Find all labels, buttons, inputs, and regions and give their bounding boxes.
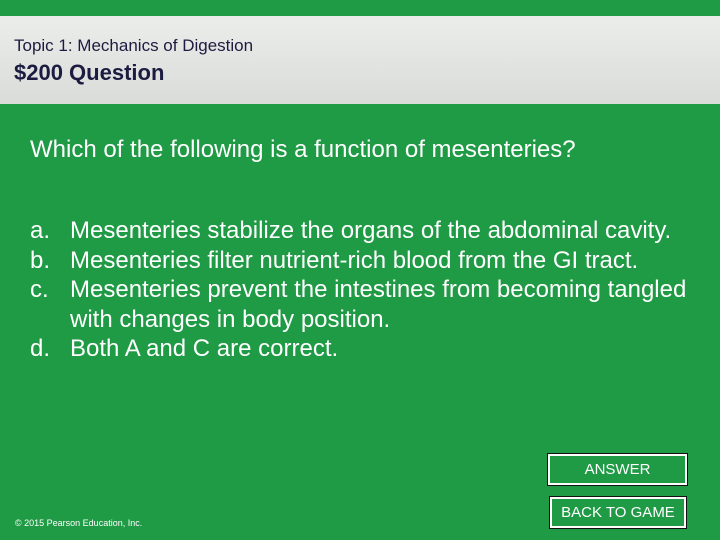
option-text: Mesenteries prevent the intestines from becoming tangled with changes in body position. xyxy=(70,276,687,333)
option-text: Mesenteries stabilize the organs of the abdominal cavity. xyxy=(70,217,672,244)
answer-option-b xyxy=(30,246,700,276)
option-text: Both A and C are correct. xyxy=(70,335,339,362)
answer-option-c xyxy=(30,275,700,334)
option-letter: c. xyxy=(30,276,49,303)
answer-option-d xyxy=(30,334,700,364)
option-text: Mesenteries filter nutrient-rich blood from the GI tract. xyxy=(70,246,639,274)
copyright-notice: © 2015 Pearson Education, Inc. xyxy=(15,518,143,528)
question-prompt: Which of the following is a function of mesenteries? xyxy=(30,136,576,163)
topic-title: Topic 1: Mechanics of Digestion xyxy=(14,36,254,55)
answer-option-a xyxy=(30,216,700,246)
answer-options-list xyxy=(30,216,700,364)
header-band xyxy=(0,0,720,104)
option-letter: d. xyxy=(30,335,51,362)
option-letter: a. xyxy=(30,217,51,244)
question-value-title: $200 Question xyxy=(14,60,165,85)
option-letter: b. xyxy=(30,246,51,274)
back-to-game-button[interactable]: BACK TO GAME xyxy=(550,497,686,528)
answer-button[interactable]: ANSWER xyxy=(548,454,687,485)
header-accent-strip xyxy=(0,0,720,16)
